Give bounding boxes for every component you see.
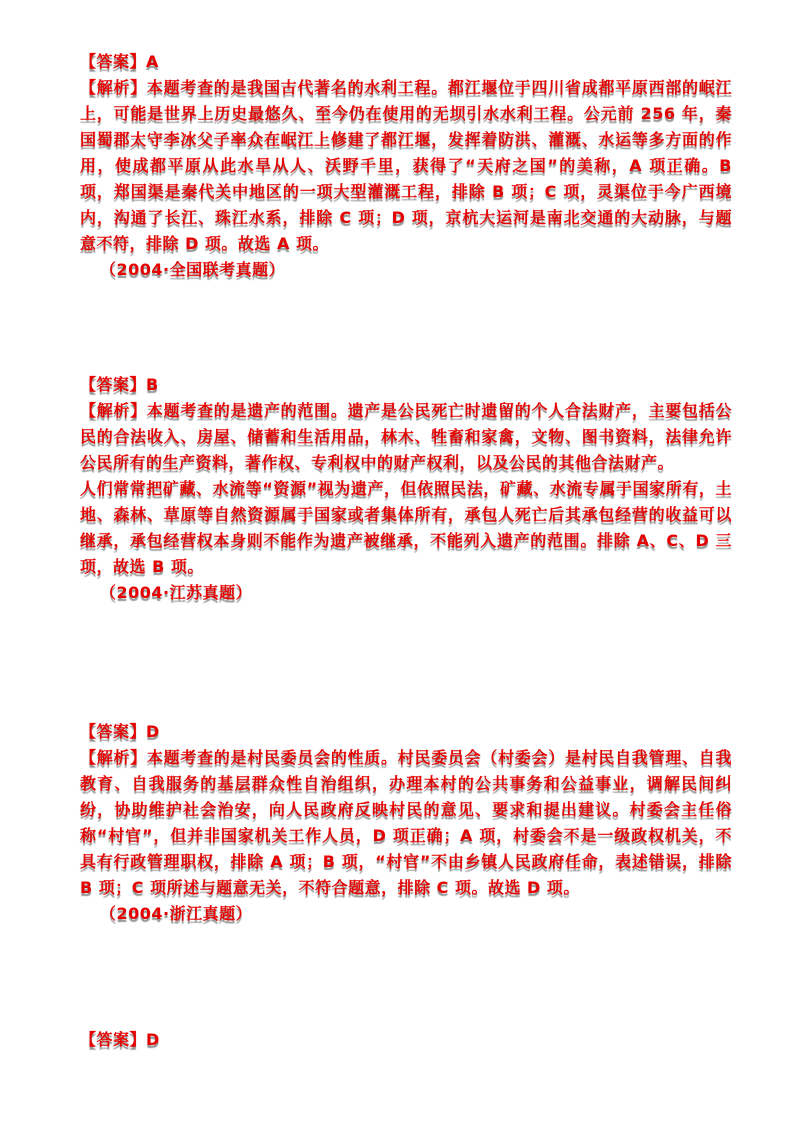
citation: （2004·全国联考真题） <box>100 260 286 279</box>
answer-block-3 <box>80 719 732 927</box>
analysis-text: 【解析】本题考查的是我国古代著名的水利工程。都江堰位于四川省成都平原西部的岷江上，可能是世界上历史最悠久、至今仍在使用的无坝引水水利工程。公元前 256 年，秦国蜀郡太守李冰父子率众在岷江上修建了都江堰，发挥着防洪、灌溉、水运等多方面的作用，使成都平原从此水旱从人、沃野千里，获得了“天府之国”的美称，A 项正确。B 项，郑国渠是秦代关中地区的一项大型灌溉工程，排除 B 项；C 项，灵渠位于今广西境内，沟通了长江、珠江水系，排除 C 项；D 项，京杭大运河是南北交通的大动脉，与题意不符，排除 D 项。故选 A 项。 <box>80 78 732 253</box>
citation: （2004·江苏真题） <box>100 583 253 602</box>
analysis-paragraph-2: 人们常常把矿藏、水流等“资源”视为遗产，但依照民法，矿藏、水流专属于国家所有，土地、森林、草原等自然资源属于国家或者集体所有，承包人死亡后其承包经营的收益可以继承，承包经营权本身则不能作为遗产被继承，不能列入遗产的范围。排除 A、C、D 三项，故选 B 项。 <box>80 479 732 576</box>
analysis-paragraph-1: 【解析】本题考查的是遗产的范围。遗产是公民死亡时遗留的个人合法财产，主要包括公民的合法收入、房屋、储蓄和生活用品，林木、牲畜和家禽，文物、图书资料，法律允许公民所有的生产资料，著作权、专利权中的财产权利，以及公民的其他合法财产。 <box>80 401 732 472</box>
citation: （2004·浙江真题） <box>100 904 253 923</box>
analysis-text: 【解析】本题考查的是村民委员会的性质。村民委员会（村委会）是村民自我管理、自我教育、自我服务的基层群众性自治组织，办理本村的公共事务和公益事业，调解民间纠纷，协助维护社会治安，向人民政府反映村民的意见、要求和提出建议。村委会主任俗称“村官”，但并非国家机关工作人员，D 项正确；A 项，村委会不是一级政权机关，不具有行政管理职权，排除 A 项；B 项，“村官”不由乡镇人民政府任命，表述错误，排除 B 项；C 项所述与题意无关，不符合题意，排除 C 项。故选 D 项。 <box>80 748 732 897</box>
answer-block-1 <box>80 49 732 283</box>
answer-block-2 <box>80 372 732 606</box>
answer-label: 【答案】D <box>80 1030 160 1049</box>
answer-label: 【答案】B <box>80 375 159 394</box>
answer-label: 【答案】D <box>80 722 160 741</box>
answer-block-4 <box>80 1027 732 1053</box>
answer-label: 【答案】A <box>80 52 159 71</box>
